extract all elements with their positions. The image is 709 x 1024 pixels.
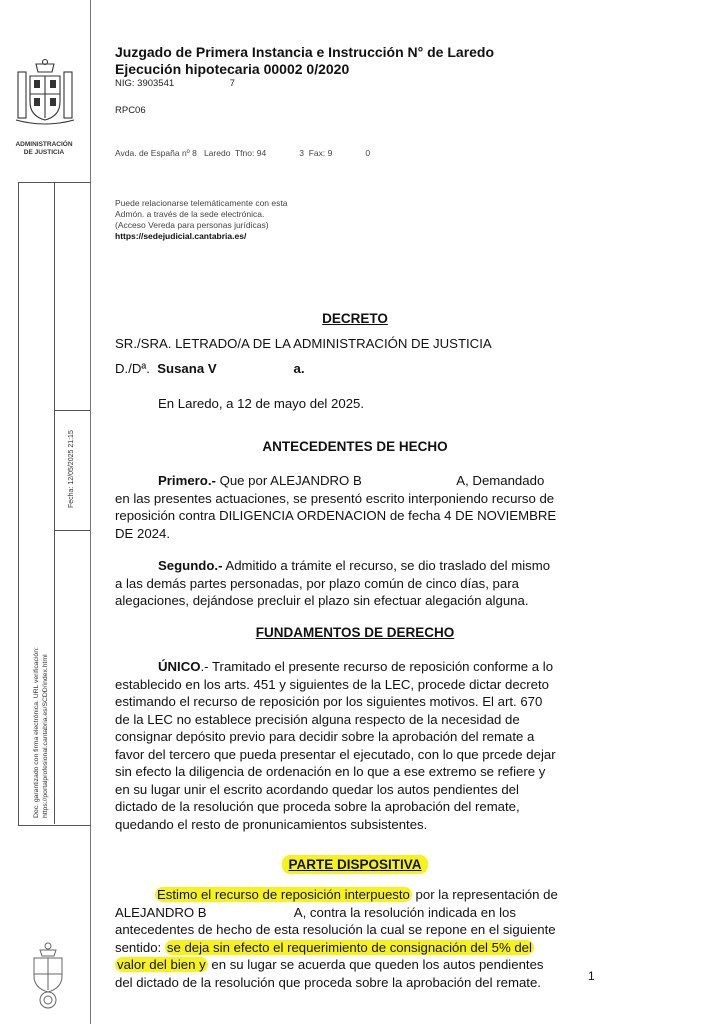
official-title: SR./SRA. LETRADO/A DE LA ADMINISTRACIÓN DE JUSTICIA bbox=[115, 336, 492, 351]
highlight-estimo: Estimo el recurso de reposición interpuesto bbox=[157, 887, 410, 902]
page-number: 1 bbox=[588, 969, 595, 983]
nig-number: NIG: 3903541 7 bbox=[115, 78, 235, 89]
coat-of-arms-icon bbox=[14, 58, 76, 138]
antecedente-segundo: Segundo.- Admitido a trámite el recurso, se dio traslado del mismo a las demás partes personadas, por plazo común de cinco días, para alegaciones, dejándose precluir el plazo sin efectuar alegación alguna. bbox=[115, 558, 551, 608]
cantabria-emblem-icon bbox=[28, 940, 68, 1010]
fundamento-unico: ÚNICO.- Tramitado el presente recurso de reposición conforme a lo establecido en los arts. 451 y siguientes de la LEC, procede dictar decreto estimando el recurso de reposición por los siguientes motivos. El art. 670 de la LEC no establece precisión alguna respecto de la necesidad de consignar depósito previo para decidir sobre la aprobación del remate a favor del tercero que pueda presentar el ejecutado, con lo que prcede dejar sin efecto la diligencia de ordenación en lo que a ese extremo se refiere y en su lugar unir el escrito acordando quedar los autos pendientes del dictado de la resolución que proceda sobre la aprobación del remate, quedando el resto de pronunicamientos subsistentes. bbox=[115, 659, 556, 832]
decree-title: DECRETO bbox=[322, 311, 388, 326]
court-name: Juzgado de Primera Instancia e Instrucción N° de Laredo bbox=[115, 44, 495, 60]
antecedentes-heading: ANTECEDENTES DE HECHO bbox=[262, 439, 448, 454]
dispositiva-heading: PARTE DISPOSITIVA bbox=[282, 855, 427, 874]
verification-text: Doc. garantizado con firma electrónica. URL verificación: https://portalprofesional.cantabria.es/SCDD/index.html bbox=[33, 647, 49, 818]
fundamentos-heading: FUNDAMENTOS DE DERECHO bbox=[255, 625, 455, 640]
verification-divider-top bbox=[54, 410, 90, 411]
dispositiva-text: Estimo el recurso de reposición interpuesto por la representación de ALEJANDRO B A, contra la resolución indicada en los antecedentes de hecho de esta resolución la cual se repone en el siguiente sentido: se deja sin efecto el requerimiento de consignación del 5% del valor del bien y en su lugar se acuerda que queden los autos pendientes del dictado de la resolución que proceda sobre la aprobación del remate. bbox=[115, 887, 558, 990]
highlight-valor-bien: valor del bien y bbox=[117, 957, 206, 972]
online-access-info: Puede relacionarse telemáticamente con esta Admón. a través de la sede electrónica. (Acceso Vereda para personas jurídicas) https://sedejudicial.cantabria.es/ bbox=[115, 198, 288, 241]
place-date: En Laredo, a 12 de mayo del 2025. bbox=[158, 396, 365, 411]
verification-divider bbox=[54, 182, 55, 824]
verification-divider-bottom bbox=[54, 530, 90, 531]
official-name: Susana V a. bbox=[157, 361, 305, 376]
highlight-sin-efecto: se deja sin efecto el requerimiento de consignación del 5% del bbox=[166, 939, 532, 955]
admin-label-1: ADMINISTRACIÓN bbox=[15, 141, 73, 148]
document-code: RPC06 bbox=[115, 105, 146, 116]
dispositiva-heading-wrap bbox=[115, 856, 595, 874]
antecedente-primero: Primero.- Que por ALEJANDRO B A, Demandado en las presentes actuaciones, se presentó escrito interponiendo recurso de reposición contra DILIGENCIA ORDENACION de fecha 4 DE NOVIEMBRE DE 2024. bbox=[115, 473, 557, 541]
admin-label-2: DE JUSTICIA bbox=[23, 149, 65, 156]
official-name-line: D./Dª. Susana V a. bbox=[115, 361, 305, 376]
sede-url-link[interactable]: https://sedejudicial.cantabria.es/ bbox=[115, 231, 247, 241]
signature-date: Fecha: 12/05/2025 21:15 bbox=[68, 430, 75, 508]
procedure-number: Ejecución hipotecaria 00002 0/2020 bbox=[115, 61, 350, 77]
court-address: Avda. de España nº 8 Laredo Tfno: 94 3 Fax: 9 0 bbox=[115, 148, 371, 158]
verification-url[interactable]: https://portalprofesional.cantabria.es/SCDD/index.html bbox=[42, 654, 49, 818]
